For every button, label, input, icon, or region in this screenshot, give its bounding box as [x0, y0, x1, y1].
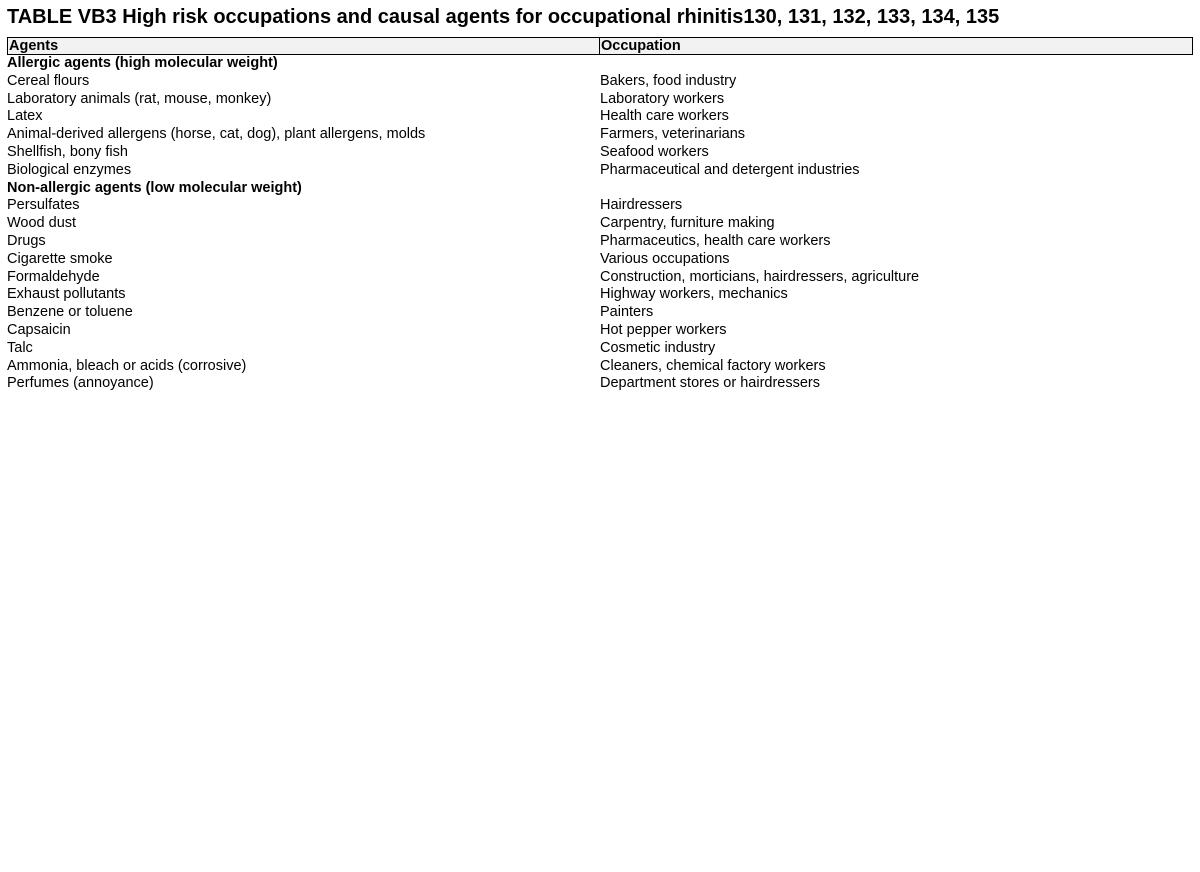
agent-cell: Exhaust pollutants [7, 286, 126, 303]
agent-cell: Talc [7, 339, 33, 356]
occupations-table [7, 37, 1193, 393]
agent-cell: Laboratory animals (rat, mouse, monkey) [7, 90, 272, 107]
agent-cell: Drugs [7, 232, 46, 249]
table-row [7, 144, 1193, 162]
occupation-cell: Seafood workers [600, 143, 709, 160]
occupation-cell: Farmers, veterinarians [600, 126, 746, 143]
table-row [7, 340, 1193, 358]
table-row [7, 91, 1193, 109]
occupation-cell: Hairdressers [600, 197, 683, 214]
table-title: TABLE VB3 High risk occupations and causal agents for occupational rhinitis130, 131, 132, 133, 134, 135 [7, 6, 1000, 28]
table-row [7, 162, 1193, 180]
table-row [7, 322, 1193, 340]
occupation-cell: Pharmaceutical and detergent industries [600, 161, 860, 178]
agent-cell: Cereal flours [7, 72, 90, 89]
agent-cell: Shellfish, bony fish [7, 143, 128, 160]
table-row [7, 304, 1193, 322]
occupation-cell: Laboratory workers [600, 90, 725, 107]
agent-cell: Animal-derived allergens (horse, cat, dog), plant allergens, molds [7, 126, 426, 143]
table-row [7, 233, 1193, 251]
occupation-cell: Health care workers [600, 108, 729, 125]
section-allergic [7, 55, 1193, 180]
occupation-cell: Hot pepper workers [600, 321, 727, 338]
occupation-cell: Cosmetic industry [600, 339, 716, 356]
section-heading: Non-allergic agents (low molecular weight) [7, 179, 302, 196]
table-row [7, 375, 1193, 393]
agent-cell: Perfumes (annoyance) [7, 375, 154, 392]
agent-cell: Cigarette smoke [7, 250, 113, 267]
table-row [7, 126, 1193, 144]
agent-cell: Formaldehyde [7, 268, 100, 285]
agent-cell: Latex [7, 108, 43, 125]
occupation-cell: Department stores or hairdressers [600, 375, 820, 392]
table-row [7, 286, 1193, 304]
occupation-cell: Cleaners, chemical factory workers [600, 357, 826, 374]
occupation-cell: Bakers, food industry [600, 72, 737, 89]
table-row [7, 358, 1193, 376]
table-header-row [7, 37, 1193, 55]
column-header-occupation: Occupation [601, 38, 681, 54]
occupation-cell: Highway workers, mechanics [600, 286, 788, 303]
section-non-allergic [7, 180, 1193, 394]
occupation-cell: Painters [600, 304, 654, 321]
agent-cell: Benzene or toluene [7, 304, 133, 321]
occupation-cell: Carpentry, furniture making [600, 215, 775, 232]
table-row [7, 269, 1193, 287]
agent-cell: Wood dust [7, 215, 77, 232]
table-row [7, 251, 1193, 269]
table-row [7, 73, 1193, 91]
column-header-agents: Agents [8, 38, 600, 54]
occupation-cell: Construction, morticians, hairdressers, agriculture [600, 268, 920, 285]
table-row [7, 197, 1193, 215]
occupation-cell: Various occupations [600, 250, 730, 267]
agent-cell: Persulfates [7, 197, 80, 214]
agent-cell: Capsaicin [7, 321, 71, 338]
agent-cell: Ammonia, bleach or acids (corrosive) [7, 357, 247, 374]
section-heading: Allergic agents (high molecular weight) [7, 55, 278, 71]
occupation-cell: Pharmaceutics, health care workers [600, 232, 831, 249]
agent-cell: Biological enzymes [7, 161, 132, 178]
table-row [7, 108, 1193, 126]
table-row [7, 215, 1193, 233]
